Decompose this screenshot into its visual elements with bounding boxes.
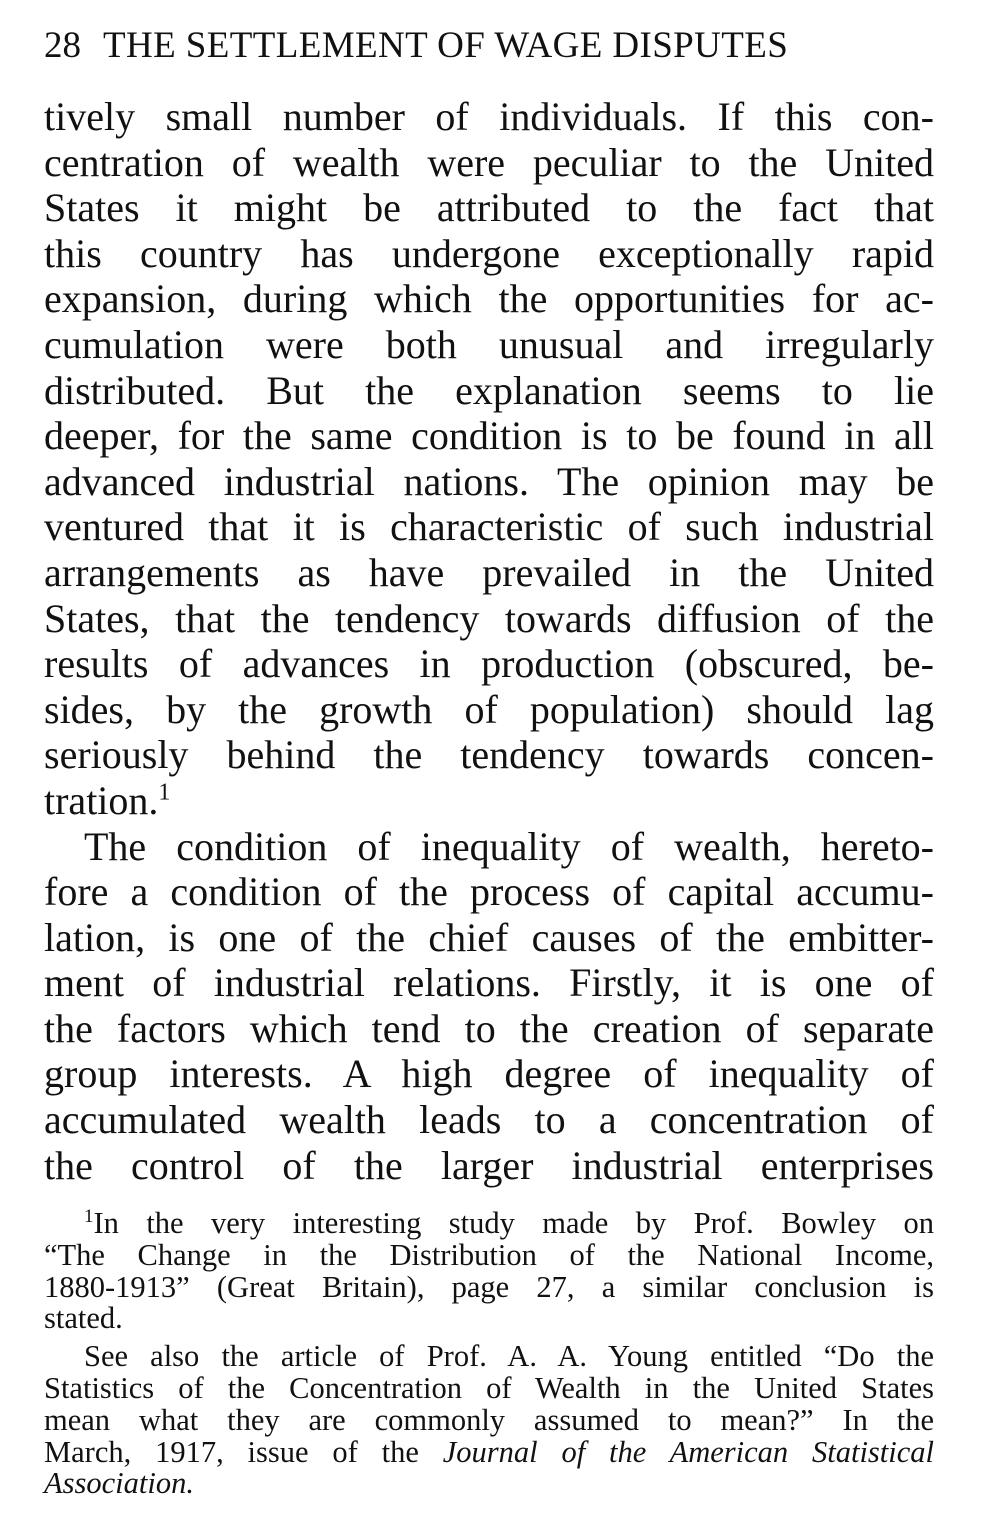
footnote-line: “The Change in the Distribution of the National Income, <box>44 1237 934 1272</box>
footnote-line: See also the article of Prof. A. A. Young entitled “Do the <box>84 1339 934 1374</box>
text-line: States, that the tendency towards diffusion of the <box>44 595 934 641</box>
journal-title: Journal of the American Statistical <box>442 1434 934 1469</box>
text-line: cumulation were both unusual and irregularly <box>44 321 934 367</box>
text-line: results of advances in production (obscured, be- <box>44 641 934 687</box>
text-line: advanced industrial nations. The opinion may be <box>44 458 934 504</box>
running-head <box>44 18 934 74</box>
text-line: centration of wealth were peculiar to the United <box>44 139 934 185</box>
text-line: deeper, for the same condition is to be found in all <box>44 413 934 459</box>
footnote-line: 1880-1913” (Great Britain), page 27, a similar conclusion is <box>44 1269 934 1304</box>
text-line: ment of industrial relations. Firstly, it is one of <box>44 960 934 1006</box>
footnote-reference[interactable]: 1 <box>158 779 171 806</box>
running-title: THE SETTLEMENT OF WAGE DISPUTES <box>103 25 789 66</box>
footnote-line: mean what they are commonly assumed to mean?” In the <box>44 1402 934 1437</box>
text-line: distributed. But the explanation seems to lie <box>44 367 934 413</box>
journal-title-continued: Association. <box>44 1466 194 1501</box>
footnote-line <box>44 1434 934 1469</box>
text-line: expansion, during which the opportunities for ac- <box>44 276 934 322</box>
text-line: accumulated wealth leads to a concentration of <box>44 1097 934 1143</box>
paragraph-end-line <box>44 778 934 824</box>
footnote-line <box>44 1205 934 1240</box>
footnote-line <box>44 1468 934 1500</box>
text-line: group interests. A high degree of inequality of <box>44 1051 934 1097</box>
text-line: tration. <box>44 777 159 823</box>
text-line: The condition of inequality of wealth, hereto- <box>84 823 934 869</box>
text-line: seriously behind the tendency towards concen- <box>44 732 934 778</box>
footnote-marker: 1 <box>84 1205 94 1227</box>
text-line: tively small number of individuals. If this con- <box>44 94 934 139</box>
text-line: the control of the larger industrial enterprises <box>44 1142 934 1188</box>
text-line: this country has undergone exceptionally rapid <box>44 230 934 276</box>
footnotes <box>44 1205 934 1501</box>
footnote-text: In the very interesting study made by Prof. Bowley on <box>93 1206 934 1240</box>
text-line: States it might be attributed to the fact that <box>44 185 934 231</box>
footnote-line: stated. <box>44 1301 123 1336</box>
text-line: arrangements as have prevailed in the United <box>44 549 934 595</box>
body-text <box>44 94 934 1188</box>
text-line: fore a condition of the process of capital accumu- <box>44 869 934 915</box>
text-line: the factors which tend to the creation of separate <box>44 1005 934 1051</box>
text-line: lation, is one of the chief causes of the embitter- <box>44 914 934 960</box>
footnote-text: March, 1917, issue of the <box>44 1434 419 1469</box>
text-line: ventured that it is characteristic of such industrial <box>44 504 934 550</box>
page-number: 28 <box>44 25 81 66</box>
footnote-line: Statistics of the Concentration of Wealth in the United States <box>44 1370 934 1405</box>
text-line: sides, by the growth of population) should lag <box>44 686 934 732</box>
